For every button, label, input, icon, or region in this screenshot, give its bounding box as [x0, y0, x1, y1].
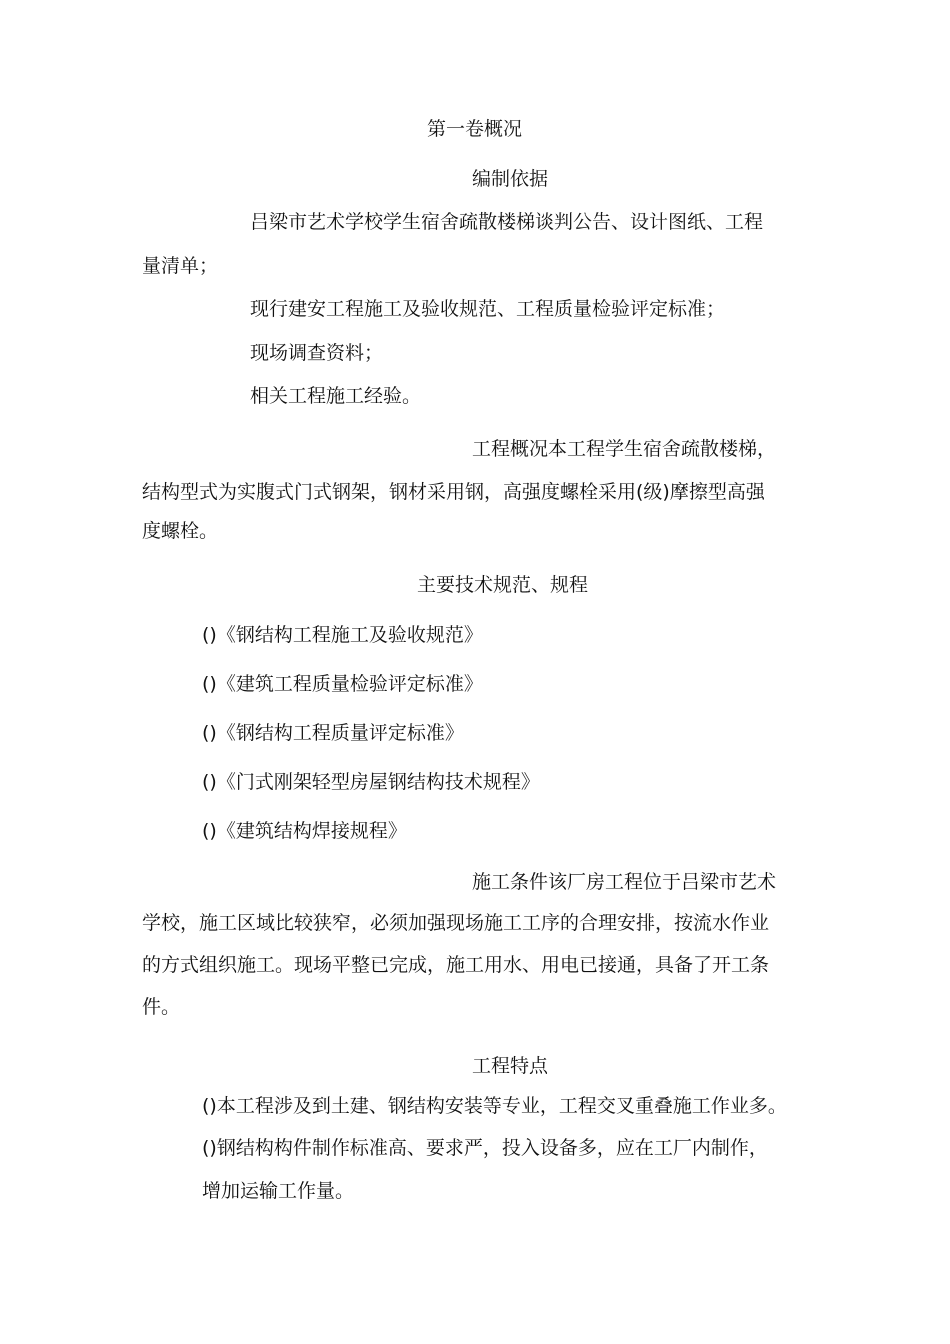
standards-item-1: ()《钢结构工程施工及验收规范》 — [202, 624, 483, 646]
basis-item-3: 现场调查资料； — [250, 342, 384, 364]
features-heading: 工程特点 — [472, 1055, 549, 1077]
standards-heading: 主要技术规范、规程 — [417, 574, 589, 596]
conditions-line-3: 的方式组织施工。现场平整已完成，施工用水、用电已接通，具备了开工条 — [142, 954, 770, 976]
standards-item-4: ()《门式刚架轻型房屋钢结构技术规程》 — [202, 771, 540, 793]
conditions-line-4: 件。 — [142, 996, 181, 1018]
basis-item-1-line-1: 吕梁市艺术学校学生宿舍疏散楼梯谈判公告、设计图纸、工程 — [250, 211, 764, 233]
features-item-2-line-2: 增加运输工作量。 — [202, 1180, 355, 1202]
standards-item-5: ()《建筑结构焊接规程》 — [202, 820, 407, 842]
standards-item-2: ()《建筑工程质量检验评定标准》 — [202, 673, 483, 695]
conditions-line-2: 学校，施工区域比较狭窄，必须加强现场施工工序的合理安排，按流水作业 — [142, 912, 770, 934]
features-item-2-line-1: ()钢结构构件制作标准高、要求严，投入设备多，应在工厂内制作， — [202, 1137, 768, 1159]
basis-item-2: 现行建安工程施工及验收规范、工程质量检验评定标准； — [250, 298, 726, 320]
basis-item-4: 相关工程施工经验。 — [250, 385, 422, 407]
basis-heading: 编制依据 — [472, 168, 549, 190]
features-item-1: ()本工程涉及到土建、钢结构安装等专业，工程交叉重叠施工作业多。 — [202, 1095, 787, 1117]
overview-line-2: 结构型式为实腹式门式钢架，钢材采用钢，高强度螺栓采用(级)摩擦型高强 — [142, 481, 765, 503]
overview-line-1: 工程概况本工程学生宿舍疏散楼梯， — [472, 438, 777, 460]
conditions-line-1: 施工条件该厂房工程位于吕梁市艺术 — [472, 871, 777, 893]
volume-title: 第一卷概况 — [427, 118, 523, 140]
basis-item-1-line-2: 量清单； — [142, 255, 219, 277]
overview-line-3: 度螺栓。 — [142, 520, 219, 542]
standards-item-3: ()《钢结构工程质量评定标准》 — [202, 722, 464, 744]
